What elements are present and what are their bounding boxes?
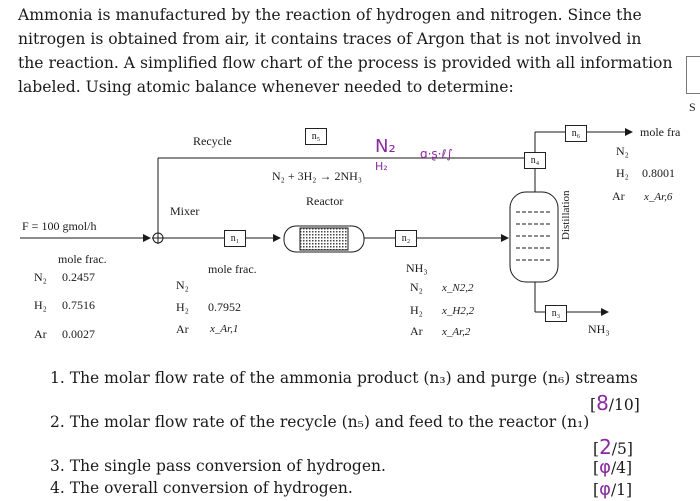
stream6-ar-label: Ar — [612, 189, 625, 203]
question-2-number: 2. — [50, 413, 65, 431]
feed-ar-label: Ar — [34, 327, 47, 341]
stream3-label: NH₃ — [588, 322, 610, 336]
stream1-frac-label: mole frac. — [208, 262, 257, 276]
stream2-n2-label: N₂ — [410, 280, 423, 294]
intro-line-4: labeled. Using atomic balance whenever needed to determine: — [18, 78, 514, 96]
stream1-ar-value: x_Ar,1 — [210, 323, 239, 335]
handwritten-scribble: ɑ·ʂ·ℓ∫ — [420, 147, 453, 161]
handwritten-h2: H₂ — [375, 160, 388, 173]
score-2: [2/5] — [593, 435, 633, 459]
stream2-h2-value: x_H2,2 — [442, 305, 475, 317]
feed-frac-label: mole frac. — [58, 252, 107, 266]
question-3-text: The single pass conversion of hydrogen. — [69, 457, 386, 475]
question-2 — [50, 413, 589, 431]
stream2-h2-label: H₂ — [410, 303, 423, 317]
distillation-label: Distillation — [560, 190, 572, 240]
question-1 — [50, 369, 638, 387]
question-2-text: The molar flow rate of the recycle (n₅) and feed to the reactor (n₁) — [69, 413, 590, 431]
question-3 — [50, 457, 386, 475]
stream6-box: n₆ — [565, 125, 587, 142]
stream1-h2-value: 0.7952 — [208, 300, 241, 314]
intro-line-1: Ammonia is manufactured by the reaction of hydrogen and nitrogen. Since the — [18, 6, 642, 24]
stream6-h2-label: H₂ — [616, 166, 629, 180]
stream6-h2-value: 0.8001 — [642, 166, 675, 180]
stream6-n2-label: N₂ — [616, 144, 629, 158]
recycle-label: Recycle — [193, 134, 232, 148]
stream2-ar-value: x_Ar,2 — [442, 326, 471, 338]
stream2-box: n₂ — [395, 230, 417, 247]
score-4: [φ/1] — [593, 479, 633, 500]
score-4-handwritten: φ — [599, 479, 611, 500]
score-1: [8/10] — [590, 391, 640, 415]
score-2-handwritten: 2 — [599, 435, 612, 459]
stream1-ar-label: Ar — [176, 322, 189, 336]
question-3-number: 3. — [50, 457, 65, 475]
feed-h2-label: H₂ — [34, 298, 47, 312]
question-4-text: The overall conversion of hydrogen. — [69, 479, 353, 497]
question-1-text: The molar flow rate of the ammonia product (n₃) and purge (n₆) streams — [69, 369, 638, 387]
stream3-box: n₃ — [545, 305, 567, 322]
question-4 — [50, 479, 353, 497]
feed-ar-value: 0.0027 — [62, 327, 95, 341]
score-3: [φ/4] — [593, 457, 633, 478]
distillation-column — [510, 192, 558, 282]
stream6-ar-value: x_Ar,6 — [644, 191, 673, 203]
feed-h2-value: 0.7516 — [62, 298, 95, 312]
feed-flow: F = 100 gmol/h — [22, 219, 97, 233]
score-3-handwritten: φ — [599, 457, 611, 478]
intro-line-3: the reaction. A simplified flow chart of the process is provided with all information — [18, 54, 673, 72]
cropped-edge-letter: S — [689, 100, 696, 114]
reaction-equation: N₂ + 3H₂ → 2NH₃ — [272, 169, 362, 183]
stream2-nh3-label: NH₃ — [406, 261, 428, 275]
feed-n2-value: 0.2457 — [62, 270, 95, 284]
score-1-handwritten: 8 — [596, 391, 609, 415]
intro-line-2: nitrogen is obtained from air, it contains traces of Argon that is not involved in — [18, 30, 642, 48]
stream1-n2-label: N₂ — [176, 278, 189, 292]
handwritten-n2: N₂ — [375, 136, 396, 157]
stream1-box: n₁ — [224, 230, 246, 247]
stream4-box: n₄ — [524, 152, 546, 169]
stream6-frac-label: mole fra — [640, 125, 681, 139]
feed-n2-label: N₂ — [34, 270, 47, 284]
stream2-ar-label: Ar — [410, 324, 423, 338]
question-4-number: 4. — [50, 479, 65, 497]
stream2-n2-value: x_N2,2 — [442, 282, 474, 294]
reactor-label: Reactor — [306, 194, 344, 208]
question-1-number: 1. — [50, 369, 65, 387]
mixer-label: Mixer — [170, 204, 200, 218]
stream1-h2-label: H₂ — [176, 300, 189, 314]
stream5-box: n₅ — [305, 128, 327, 145]
